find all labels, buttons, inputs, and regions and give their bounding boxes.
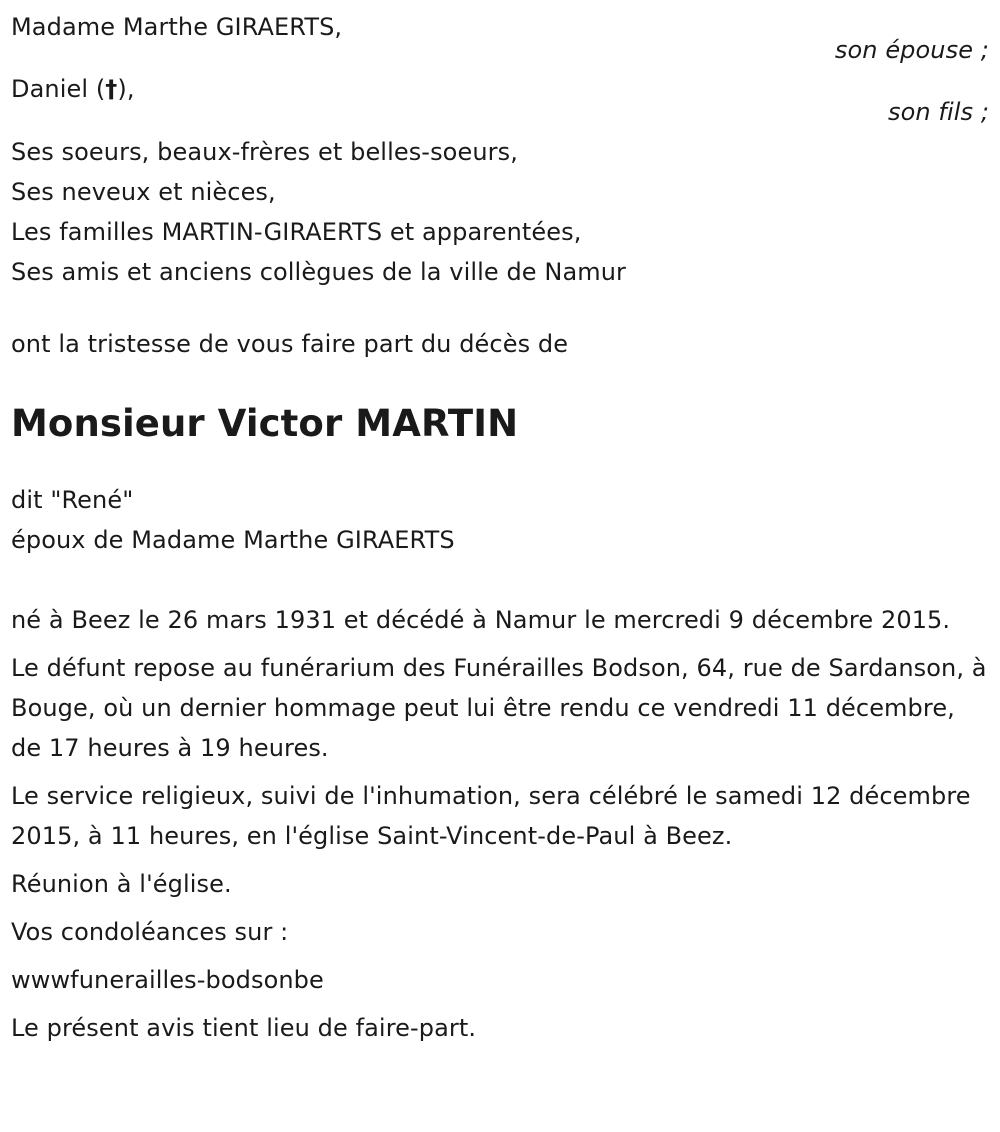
relative-name: Madame Marthe GIRAERTS, — [11, 13, 343, 41]
condolences-label: Vos condoléances sur : — [11, 918, 289, 946]
announcement-text: ont la tristesse de vous faire part du décès de — [11, 330, 569, 358]
relative-role: son fils ; — [887, 98, 989, 126]
death-notice — [11, 0, 989, 1048]
deceased-spouse: époux de Madame Marthe GIRAERTS — [11, 526, 455, 554]
condolences-website: wwwfunerailles-bodsonbe — [11, 966, 324, 994]
birth-death-paragraph: né à Beez le 26 mars 1931 et décédé à Namur le mercredi 9 décembre 2015. — [11, 606, 951, 634]
relative-row-spouse — [11, 0, 989, 62]
deceased-name: Monsieur Victor MARTIN — [11, 402, 519, 445]
closing-note: Le présent avis tient lieu de faire-part. — [11, 1014, 477, 1042]
gathering-paragraph: Réunion à l'église. — [11, 870, 232, 898]
relative-name — [11, 69, 135, 109]
relative-name-end: ), — [117, 75, 135, 103]
funerarium-paragraph: Le défunt repose au funérarium des Funérailles Bodson, 64, rue de Sardanson, à Bouge, où un dernier hommage peut lui être rendu ce vendredi 11 décembre, de 17 heures à 19 heures. — [11, 654, 987, 762]
relative-role: son épouse ; — [834, 36, 989, 64]
family-line: Ses neveux et nièces, — [11, 178, 276, 206]
relative-row-son — [11, 62, 989, 124]
family-line: Ses soeurs, beaux-frères et belles-soeurs, — [11, 138, 518, 166]
family-line: Les familles MARTIN-GIRAERTS et apparentées, — [11, 218, 582, 246]
family-line: Ses amis et anciens collègues de la ville de Namur — [11, 258, 627, 286]
deceased-nickname: dit "René" — [11, 486, 134, 514]
service-paragraph: Le service religieux, suivi de l'inhumation, sera célébré le samedi 12 décembre 2015, à 11 heures, en l'église Saint-Vincent-de-Paul à Beez. — [11, 782, 971, 850]
cross-icon: † — [105, 75, 118, 103]
relative-name-start: Daniel ( — [11, 75, 106, 103]
